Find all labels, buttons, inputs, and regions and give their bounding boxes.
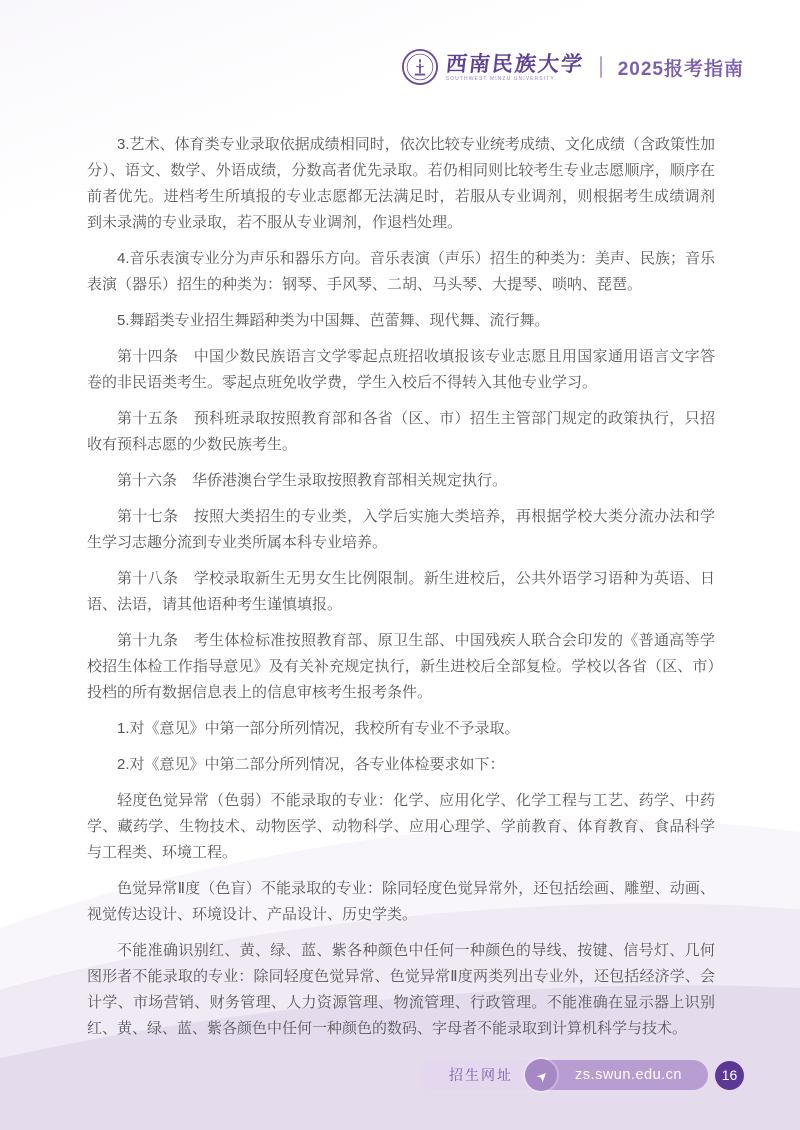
paragraph: 色觉异常Ⅱ度（色盲）不能录取的专业：除同轻度色觉异常外，还包括绘画、雕塑、动画、视觉传达设计、环境设计、产品设计、历史学类。 [87,880,715,923]
paragraph: 第十八条 学校录取新生无男女生比例限制。新生进校后，公共外语学习语种为英语、日语、法语，请其他语种考生谨慎填报。 [87,570,715,613]
university-name-zh: 西南民族大学 [444,50,586,76]
admissions-site-url[interactable]: zs.swun.edu.cn [543,1060,708,1090]
page-number-badge: 16 [715,1061,744,1090]
guide-title: 2025报考指南 [617,58,744,80]
paragraph: 5.舞蹈类专业招生舞蹈种类为中国舞、芭蕾舞、现代舞、流行舞。 [117,312,550,329]
header-divider [600,56,602,78]
page-footer [419,1059,744,1091]
university-seal-icon [401,48,439,86]
paragraph: 第十七条 按照大类招生的专业类，入学后实施大类培养，再根据学校大类分流办法和学生学习志趣分流到专业类所属本科专业培养。 [87,508,715,551]
university-name-en: SOUTHWEST MINZU UNIVERSITY [445,75,555,82]
paragraph: 第十六条 华侨港澳台学生录取按照教育部相关规定执行。 [117,472,508,489]
paragraph: 4.音乐表演专业分为声乐和器乐方向。音乐表演（声乐）招生的种类为：美声、民族；音乐表演（器乐）招生的种类为：钢琴、手风琴、二胡、马头琴、大提琴、唢呐、琵琶。 [87,250,715,293]
paragraph: 1.对《意见》中第一部分所列情况，我校所有专业不予录取。 [117,720,520,737]
paragraph: 第十五条 预科班录取按照教育部和各省（区、市）招生主管部门规定的政策执行，只招收有预科志愿的少数民族考生。 [87,410,715,453]
cursor-arrow-icon: ➤ [532,1066,551,1085]
article-body [87,132,715,1052]
paragraph: 第十四条 中国少数民族语言文学零起点班招收填报该专业志愿且用国家通用语言文字答卷的非民语类考生。零起点班免收学费，学生入校后不得转入其他专业学习。 [87,348,715,391]
paragraph: 第十九条 考生体检标准按照教育部、原卫生部、中国残疾人联合会印发的《普通高等学校招生体检工作指导意见》及有关补充规定执行，新生进校后全部复检。学校以各省（区、市）投档的所有数据信息表上的信息审核考生报考条件。 [87,632,715,701]
admissions-site-label: 招生网址 [419,1060,539,1090]
paragraph: 3.艺术、体育类专业录取依据成绩相同时，依次比较专业统考成绩、文化成绩（含政策性加分）、语文、数学、外语成绩，分数高者优先录取。若仍相同则比较考生专业志愿顺序，顺序在前者优先。进档考生所填报的专业志愿都无法满足时，若服从专业调剂，则根据考生成绩调剂到未录满的专业录取，若不服从专业调剂，作退档处理。 [87,136,715,231]
paragraph: 2.对《意见》中第二部分所列情况，各专业体检要求如下： [117,756,505,773]
university-logo-lockup [401,48,584,86]
university-names [444,50,586,82]
paragraph: 不能准确识别红、黄、绿、蓝、紫各种颜色中任何一种颜色的导线、按键、信号灯、几何图形者不能录取的专业：除同轻度色觉异常、色觉异常Ⅱ度两类列出专业外，还包括经济学、会计学、市场营销、财务管理、人力资源管理、物流管理、行政管理。不能准确在显示器上识别红、黄、绿、蓝、紫各颜色中任何一种颜色的数码、字母者不能录取到计算机科学与技术。 [87,942,715,1037]
page-header [401,48,744,86]
paragraph: 轻度色觉异常（色弱）不能录取的专业：化学、应用化学、化学工程与工艺、药学、中药学、藏药学、生物技术、动物医学、动物科学、应用心理学、学前教育、体育教育、食品科学与工程类、环境工程。 [87,792,715,861]
cursor-icon-badge [525,1059,557,1091]
